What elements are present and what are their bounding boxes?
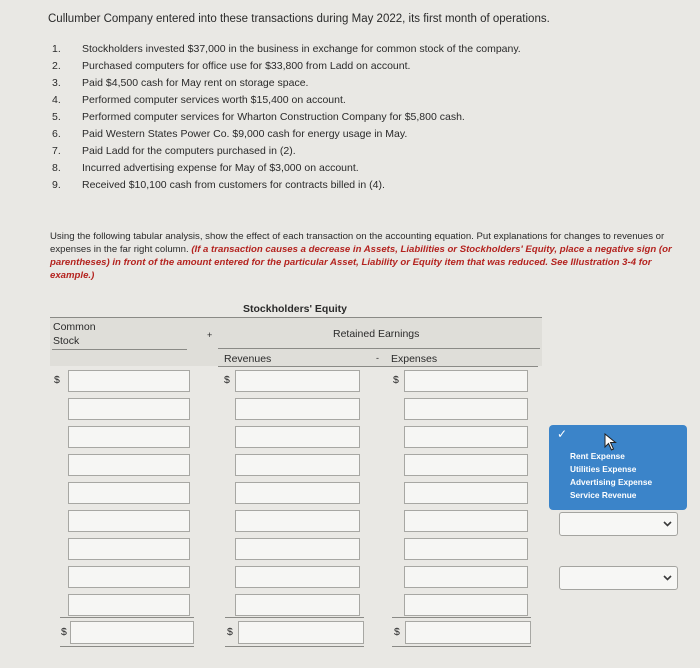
list-item: [52, 77, 308, 89]
list-item-text: Paid Ladd for the computers purchased in (2).: [82, 145, 296, 157]
currency-symbol: $: [393, 374, 399, 386]
common-stock-input[interactable]: [68, 370, 190, 392]
instructions-text: Using the following tabular analysis, show the effect of each transaction on the accounting equation. Put explanations for changes to revenues or expenses in the far right column.: [50, 231, 665, 255]
list-item: [52, 128, 407, 140]
common-stock-label-2: Stock: [53, 335, 80, 347]
list-item-number: 5.: [52, 111, 61, 123]
currency-symbol: $: [394, 626, 400, 638]
common-stock-input[interactable]: [68, 538, 190, 560]
instructions-emphasis: (If a transaction causes a decrease in Assets, Liabilities or Stockholders' Equity, place a negative sign (or parentheses) in front of the amount entered for the particular Asset, Liability or Equity item that was reduced. See Illustration 3-4 for example.): [50, 244, 672, 281]
expenses-input[interactable]: [404, 370, 528, 392]
list-item-text: Performed computer services worth $15,400 on account.: [82, 94, 346, 106]
list-item-number: 4.: [52, 94, 61, 106]
total-divider: [225, 617, 364, 618]
expenses-input[interactable]: [404, 594, 528, 616]
currency-symbol: $: [224, 374, 230, 386]
common-stock-input[interactable]: [68, 510, 190, 532]
revenues-input[interactable]: [235, 510, 360, 532]
revenues-input[interactable]: [235, 482, 360, 504]
common-stock-label-1: Common: [53, 321, 96, 333]
retained-earnings-divider: [218, 348, 540, 349]
total-underline: [60, 646, 194, 647]
dropdown-option-service-revenue[interactable]: Service Revenue: [570, 490, 637, 500]
retained-earnings-label: Retained Earnings: [333, 328, 420, 340]
chevron-down-icon: [663, 571, 672, 585]
revenues-total-input[interactable]: [238, 621, 364, 644]
dropdown-option-utilities-expense[interactable]: Utilities Expense: [570, 464, 637, 474]
dropdown-option-advertising-expense[interactable]: Advertising Expense: [570, 477, 653, 487]
list-item: [52, 43, 521, 55]
expenses-total-input[interactable]: [405, 621, 531, 644]
problem-intro: Cullumber Company entered into these transactions during May 2022, its first month of operations.: [48, 13, 550, 25]
common-stock-input[interactable]: [68, 594, 190, 616]
common-stock-divider: [52, 349, 187, 350]
list-item-text: Performed computer services for Wharton Construction Company for $5,800 cash.: [82, 111, 465, 123]
table-header-band: [50, 318, 542, 366]
instructions: [50, 230, 695, 282]
expenses-input[interactable]: [404, 566, 528, 588]
common-stock-input[interactable]: [68, 454, 190, 476]
list-item-number: 8.: [52, 162, 61, 174]
minus-sign: -: [376, 353, 379, 363]
common-stock-input[interactable]: [68, 398, 190, 420]
list-item-text: Paid $4,500 cash for May rent on storage space.: [82, 77, 309, 89]
revenues-label: Revenues: [224, 353, 272, 365]
expenses-input[interactable]: [404, 426, 528, 448]
header-divider: [50, 317, 542, 318]
total-underline: [392, 646, 531, 647]
list-item-number: 3.: [52, 77, 61, 89]
mouse-cursor-icon: [604, 433, 618, 451]
explanation-dropdown-menu[interactable]: [549, 425, 687, 510]
list-item-number: 9.: [52, 179, 61, 191]
total-divider: [60, 617, 194, 618]
chevron-down-icon: [663, 517, 672, 531]
common-stock-total-input[interactable]: [70, 621, 194, 644]
expenses-input[interactable]: [404, 482, 528, 504]
subheader-divider: [218, 366, 538, 367]
list-item: [52, 162, 359, 174]
list-item: [52, 179, 385, 191]
list-item-number: 6.: [52, 128, 61, 140]
currency-symbol: $: [54, 374, 60, 386]
dropdown-option-rent-expense[interactable]: Rent Expense: [570, 451, 625, 461]
list-item-number: 1.: [52, 43, 61, 55]
expenses-label: Expenses: [391, 353, 438, 365]
explanation-dropdown[interactable]: [559, 566, 678, 590]
common-stock-input[interactable]: [68, 482, 190, 504]
list-item: [52, 145, 296, 157]
revenues-input[interactable]: [235, 566, 360, 588]
list-item-text: Stockholders invested $37,000 in the business in exchange for common stock of the company.: [82, 43, 521, 55]
total-underline: [225, 646, 364, 647]
expenses-input[interactable]: [404, 454, 528, 476]
list-item-text: Paid Western States Power Co. $9,000 cash for energy usage in May.: [82, 128, 408, 140]
list-item: [52, 111, 465, 123]
revenues-input[interactable]: [235, 454, 360, 476]
expenses-input[interactable]: [404, 398, 528, 420]
plus-sign: +: [207, 330, 213, 340]
common-stock-input[interactable]: [68, 426, 190, 448]
currency-symbol: $: [61, 626, 67, 638]
list-item: [52, 94, 346, 106]
currency-symbol: $: [227, 626, 233, 638]
revenues-input[interactable]: [235, 370, 360, 392]
revenues-input[interactable]: [235, 538, 360, 560]
check-icon: ✓: [557, 427, 568, 441]
expenses-input[interactable]: [404, 510, 528, 532]
list-item-number: 7.: [52, 145, 61, 157]
list-item-text: Received $10,100 cash from customers for contracts billed in (4).: [82, 179, 385, 191]
revenues-input[interactable]: [235, 398, 360, 420]
revenues-input[interactable]: [235, 426, 360, 448]
expenses-input[interactable]: [404, 538, 528, 560]
revenues-input[interactable]: [235, 594, 360, 616]
stockholders-equity-header: Stockholders' Equity: [243, 303, 348, 315]
list-item-text: Incurred advertising expense for May of $3,000 on account.: [82, 162, 359, 174]
list-item-text: Purchased computers for office use for $33,800 from Ladd on account.: [82, 60, 411, 72]
list-item: [52, 60, 410, 72]
common-stock-input[interactable]: [68, 566, 190, 588]
explanation-dropdown[interactable]: [559, 512, 678, 536]
total-divider: [392, 617, 531, 618]
list-item-number: 2.: [52, 60, 61, 72]
